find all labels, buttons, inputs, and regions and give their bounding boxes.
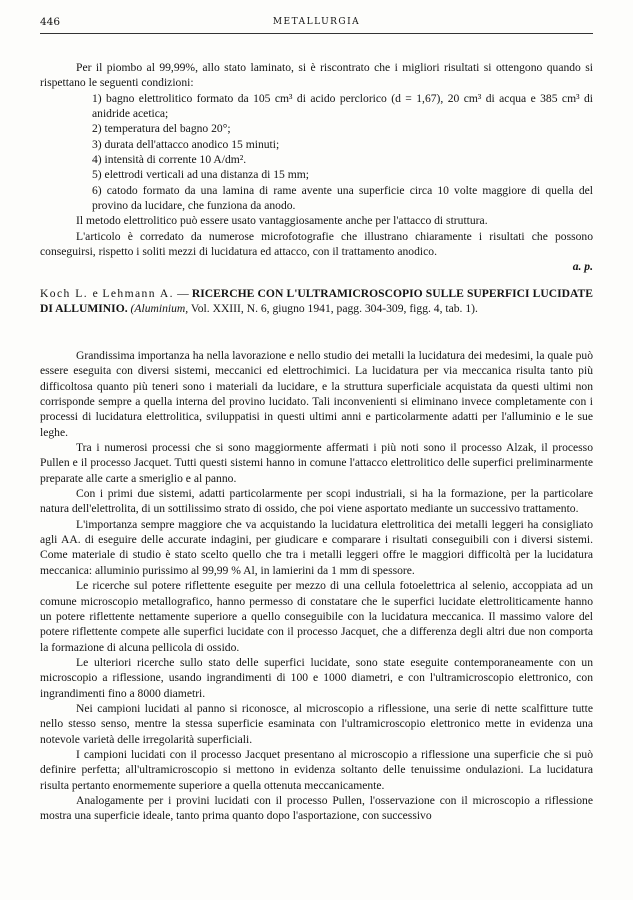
condition-item: 4) intensità di corrente 10 A/dm². [92, 153, 247, 167]
paragraph: L'importanza sempre maggiore che va acquistando la lucidatura elettrolitica dei metalli leggeri ha consigliato agli AA. di eseguire delle accurate indagini, per giudicare e comparare i risultati conseguibili con i diversi sistemi. Come materiale di studio è stato scelto quello che tra i metalli leggeri offre le maggiori difficoltà per la lucidatura meccanica: alluminio purissimo al 99,99 % Al, in lamierini da 1 mm di spessore. [40, 517, 593, 577]
source-journal: (Aluminium, [130, 302, 189, 316]
page-number: 446 [40, 16, 61, 28]
abstract-continuation [40, 60, 593, 275]
condition-item: 1) bagno elettrolitico formato da 105 cm³ di acido perclorico (d = 1,67), 20 cm³ di acqua e 385 cm³ di anidride acetica; [92, 91, 593, 121]
running-title: METALLURGIA [272, 17, 361, 27]
author-initials: a. p. [572, 260, 593, 274]
paragraph: I campioni lucidati con il processo Jacquet presentano al microscopio a riflessione una superficie che si può definire perfetta; all'ultramicroscopio si mettono in evidenza soltanto delle tenuissime ondulazioni. La lucidatura risulta pertanto enormemente superiore a quella ottenuta meccanicamente. [40, 747, 593, 792]
paragraph: Le ulteriori ricerche sullo stato delle superfici lucidate, sono state eseguite contemporaneamente con un microscopio a riflessione, usando ingrandimenti di 100 e 1000 diametri, e con l'ultramicroscopio elettronico, con ingrandimenti fino a 8000 diametri. [40, 655, 593, 700]
review-heading [40, 286, 593, 317]
paragraph: Tra i numerosi processi che si sono maggiormente affermati i più noti sono il processo Alzak, il processo Pullen e il processo Jacquet. Tutti questi sistemi hanno in comune l'attacco elettrolitico delle superfici preliminarmente preparate alle carte a smeriglio e al panno. [40, 441, 593, 485]
authors: Koch L. e [40, 287, 100, 300]
authors: Lehmann A. [102, 287, 174, 300]
paragraph: Per il piombo al 99,99%, allo stato laminato, si è riscontrato che i migliori risultati si ottengono quando si rispettano le seguenti condizioni: [40, 61, 593, 90]
condition-item: 2) temperatura del bagno 20°; [92, 122, 231, 136]
article-title: RICERCHE CON L'ULTRAMICROSCOPIO SULLE SUPERFICI LUCIDATE DI ALLUMINIO. [40, 287, 593, 316]
header-rule [40, 33, 593, 34]
paragraph: Con i primi due sistemi, adatti particolarmente per scopi industriali, si ha la formazione, per la particolare natura dell'elettrolita, di un sottilissimo strato di ossido, che poi viene asportato mediante un successivo trattamento. [40, 487, 593, 516]
paragraph: Analogamente per i provini lucidati con il processo Pullen, l'osservazione con il microscopio a riflessione mostra una superficie ideale, tanto prima quanto dopo l'asportazione, con successivo [40, 793, 593, 823]
paragraph: Nei campioni lucidati al panno si riconosce, al microscopio a riflessione, una serie di nette scalfitture tutte nello stesso senso, mentre la stessa superficie esaminata con l'ultramicroscopio elettronico mette in evidenza una notevole varietà delle irregolarità superficiali. [40, 701, 593, 746]
condition-item: 5) elettrodi verticali ad una distanza di 15 mm; [92, 168, 309, 182]
dash: — [177, 287, 189, 300]
source-details: Vol. XXIII, N. 6, giugno 1941, pagg. 304-309, figg. 4, tab. 1). [190, 302, 478, 316]
review-body [40, 348, 593, 824]
condition-item: 6) catodo formato da una lamina di rame avente una superficie circa 10 volte maggiore di quella del provino da lucidare, che funziona da anodo. [92, 183, 593, 213]
condition-item: 3) durata dell'attacco anodico 15 minuti; [92, 137, 280, 151]
paragraph: Grandissima importanza ha nella lavorazione e nello studio dei metalli la lucidatura dei medesimi, la quale può essere eseguita con diversi sistemi, meccanici ed elettrochimici. La lucidatura per via meccanica risulta tanto più difficoltosa quanto più teneri sono i materiali da lucidare, e la struttura superficiale acquistata da questi ultimi non corrisponde sempre a quella interna del provino lucidato. Tali inconvenienti si eliminano invece completamente con i processi di lucidatura elettrolitica, sviluppatisi in questi ultimi anni e particolarmente adatti per l'alluminio e le sue leghe. [40, 349, 593, 439]
paragraph: Il metodo elettrolitico può essere usato vantaggiosamente anche per l'attacco di struttura. [76, 214, 488, 228]
paragraph: L'articolo è corredato da numerose microfotografie che illustrano chiaramente i risultati che possono conseguirsi, rispetto i soliti mezzi di lucidatura ed attacco, con il trattamento anodico. [40, 229, 593, 259]
paragraph: Le ricerche sul potere riflettente eseguite per mezzo di una cellula fotoelettrica al selenio, accoppiata ad un comune microscopio metallografico, hanno permesso di constatare che le superfici lucidate elettroliticamente hanno un potere riflettente nettamente superiore a quello conseguibile con la lucidatura meccanica. Il massimo valore del potere riflettente compete alle superfici lucidate con il processo Jacquet, che a differenza degli altri due non comporta la formazione di alcuna pellicola di ossido. [40, 579, 593, 654]
